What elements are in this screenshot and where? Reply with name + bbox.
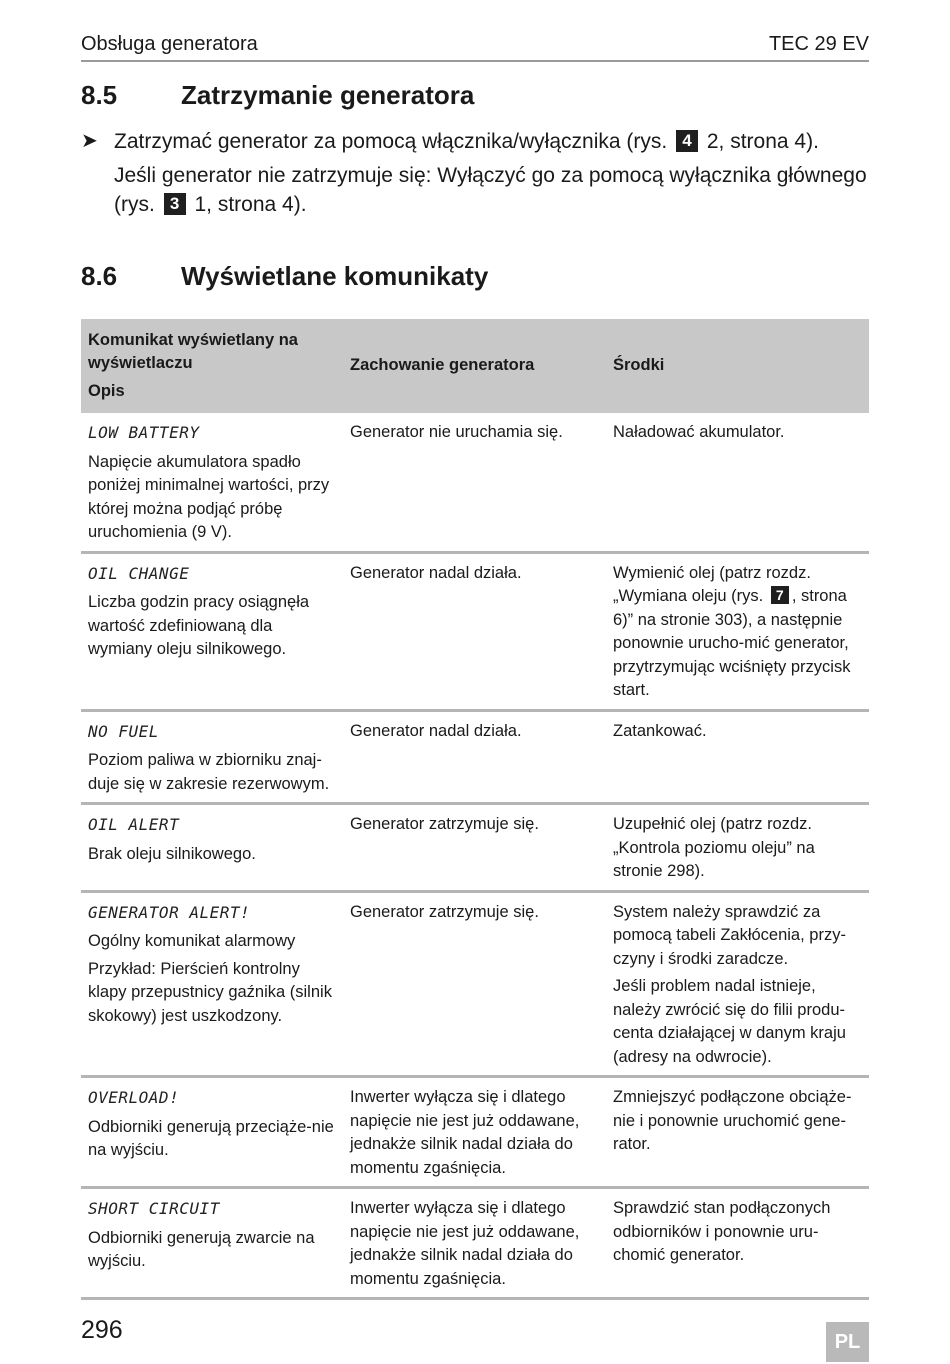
messages-table [81,319,869,1300]
behavior-cell: Inwerter wyłącza się i dlatego napięcie nie jest już oddawane, jednakże silnik nadal działa do momentu zgaśnięcia. [343,1077,606,1188]
action-cell: Sprawdzić stan podłączonych odbiorników i ponownie uru-chomić generator. [606,1188,869,1299]
table-row [81,804,869,892]
message-description: Odbiorniki generują zwarcie na wyjściu. [88,1228,315,1270]
message-cell [81,1188,343,1299]
display-message-code: SHORT CIRCUIT [88,1199,220,1218]
header-chapter-title: Obsługa generatora [81,33,258,55]
table-row [81,413,869,552]
message-description: Ogólny komunikat alarmowy [88,932,296,950]
figure-reference-badge: 4 [676,130,698,152]
header-cell-action: Środki [606,319,869,413]
section-title: Zatrzymanie generatora [181,80,475,110]
message-cell [81,413,343,552]
display-message-code: OVERLOAD! [88,1088,180,1107]
message-description: Napięcie akumulatora spadło poniżej minimalnej wartości, przy której można podjąć próbę uruchomienia (9 V). [88,452,330,541]
action-cell: Naładować akumulator. [606,413,869,552]
message-cell [81,1077,343,1188]
language-badge: PL [826,1322,869,1362]
table-row [81,1188,869,1299]
behavior-cell: Generator nadal działa. [343,710,606,804]
behavior-cell: Generator zatrzymuje się. [343,891,606,1077]
table-row [81,1077,869,1188]
table-row [81,710,869,804]
behavior-cell: Generator nie uruchamia się. [343,413,606,552]
message-description: Odbiorniki generują przeciąże-nie na wyjściu. [88,1117,334,1159]
behavior-cell: Inwerter wyłącza się i dlatego napięcie nie jest już oddawane, jednakże silnik nadal działa do momentu zgaśnięcia. [343,1188,606,1299]
action-cell: System należy sprawdzić za pomocą tabeli Zakłócenia, przy-czyny i środki zaradcze. Jeśli problem nadal istnieje, należy zwrócić się do filii produ-centa działającej w danym kraju (adresy na odwrocie). [606,891,869,1077]
display-message-code: OIL CHANGE [88,563,190,583]
header-product-name: TEC 29 EV [768,33,869,55]
instruction-block [81,127,881,219]
table-row [81,891,869,1077]
instruction-step: Zatrzymać generator za pomocą włącznika/wyłącznika (rys. 4 2, strona 4). [114,130,819,153]
display-message-code: LOW BATTERY [88,423,200,442]
behavior-cell: Generator zatrzymuje się. [343,804,606,892]
figure-reference-badge: 3 [164,193,186,215]
message-example: Przykład: Pierścień kontrolny klapy przepustnicy gaźnika (silnik skokowy) jest uszkodzony. [88,959,332,1025]
header-subtitle: Opis [88,381,125,400]
message-cell [81,891,343,1077]
action-cell: Wymienić olej (patrz rozdz. „Wymiana oleju (rys. 7 , strona 6)” na stronie 303), a następnie ponownie urucho-mić generator, przytrzymując wciśnięty przycisk start. [606,552,869,710]
display-message-code: GENERATOR ALERT! [88,902,251,922]
figure-reference-badge: 7 [771,586,789,604]
message-description: Brak oleju silnikowego. [88,844,256,863]
table-header-row [81,319,869,413]
arrow-bullet-icon: ➤ [81,130,98,152]
page-header [81,30,869,62]
section-number: 8.5 [81,80,118,110]
message-cell [81,552,343,710]
display-message-code: OIL ALERT [88,815,180,834]
section-title: Wyświetlane komunikaty [181,261,489,291]
message-cell [81,710,343,804]
section-heading-8-5 [81,79,474,111]
page-number: 296 [81,1316,123,1344]
header-cell-behavior: Zachowanie generatora [343,319,606,413]
section-heading-8-6 [81,260,488,292]
behavior-cell: Generator nadal działa. [343,552,606,710]
message-description: Poziom paliwa w zbiorniku znaj-duje się w zakresie rezerwowym. [88,751,330,793]
action-cell: Zmniejszyć podłączone obciąże-nie i ponownie uruchomić gene-rator. [606,1077,869,1188]
header-cell-message: Komunikat wyświetlany na wyświetlaczu Opis [81,319,343,413]
instruction-note: Jeśli generator nie zatrzymuje się: Wyłączyć go za pomocą wyłącznika głównego (rys. 3 1, strona 4). [114,164,867,216]
action-cell: Uzupełnić olej (patrz rozdz. „Kontrola poziomu oleju” na stronie 298). [606,804,869,892]
message-cell [81,804,343,892]
display-message-code: NO FUEL [88,721,159,741]
table-row [81,552,869,710]
action-cell: Zatankować. [606,710,869,804]
section-number: 8.6 [81,261,118,291]
message-description: Liczba godzin pracy osiągnęła wartość zdefiniowaną dla wymiany oleju silnikowego. [88,593,310,658]
